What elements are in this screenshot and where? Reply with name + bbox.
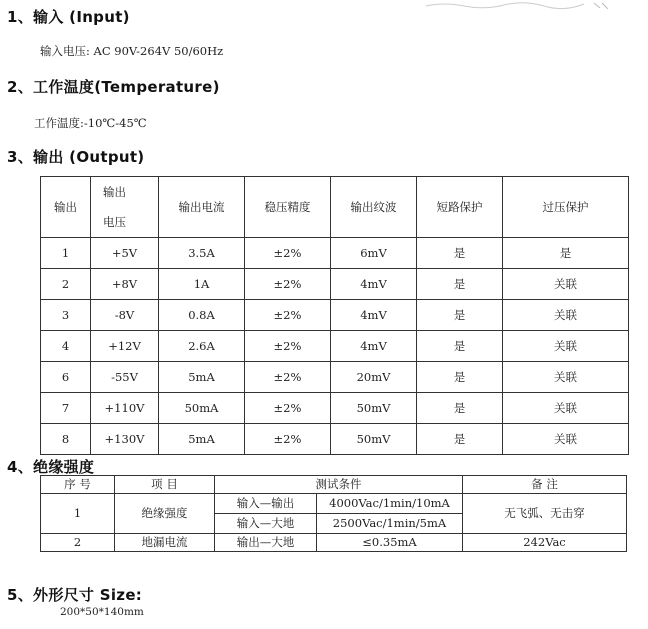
cell-output-no: 8 (41, 424, 91, 455)
cell-regulation: ±2% (245, 362, 331, 393)
cell-short-protect: 是 (417, 393, 503, 424)
section-heading-input: 1、输入 (Input) (7, 8, 130, 26)
col-header-ripple: 输出纹波 (331, 177, 417, 238)
cell-ripple: 4mV (331, 269, 417, 300)
cell-output-no: 7 (41, 393, 91, 424)
table-row (41, 424, 629, 455)
cell-remark: 无飞弧、无击穿 (463, 494, 627, 534)
size-line: 200*50*140mm (60, 606, 144, 618)
cell-current: 3.5A (159, 238, 245, 269)
col-header-output: 输出 (41, 177, 91, 238)
table-row (41, 300, 629, 331)
input-voltage-line: 输入电压: AC 90V-264V 50/60Hz (40, 44, 224, 58)
cell-short-protect: 是 (417, 238, 503, 269)
cell-overvoltage-protect: 关联 (503, 269, 629, 300)
col-header-test-conditions: 测试条件 (215, 476, 463, 494)
table-header-row (41, 177, 629, 238)
cell-ripple: 4mV (331, 300, 417, 331)
col-header-remarks: 备 注 (463, 476, 627, 494)
cell-regulation: ±2% (245, 331, 331, 362)
col-header-item: 项 目 (115, 476, 215, 494)
cell-short-protect: 是 (417, 331, 503, 362)
cell-regulation: ±2% (245, 424, 331, 455)
cell-current: 5mA (159, 362, 245, 393)
cell-current: 50mA (159, 393, 245, 424)
col-header-output-current: 输出电流 (159, 177, 245, 238)
col-header-short-protect: 短路保护 (417, 177, 503, 238)
cell-ripple: 20mV (331, 362, 417, 393)
cell-seq: 1 (41, 494, 115, 534)
cell-condition-value: ≤0.35mA (317, 534, 463, 552)
cell-voltage: +130V (91, 424, 159, 455)
cell-output-no: 6 (41, 362, 91, 393)
section-heading-insulation: 4、绝缘强度 (7, 458, 95, 476)
cell-seq: 2 (41, 534, 115, 552)
cell-overvoltage-protect: 关联 (503, 393, 629, 424)
cell-voltage: +12V (91, 331, 159, 362)
cell-ripple: 6mV (331, 238, 417, 269)
col-header-voltage-line1: 输出 (103, 185, 126, 199)
cell-short-protect: 是 (417, 300, 503, 331)
cell-overvoltage-protect: 是 (503, 238, 629, 269)
cell-condition-label: 输入—大地 (215, 514, 317, 534)
col-header-overvoltage-protect: 过压保护 (503, 177, 629, 238)
table-row (41, 238, 629, 269)
cell-ripple: 50mV (331, 393, 417, 424)
cell-regulation: ±2% (245, 269, 331, 300)
table-row (41, 393, 629, 424)
cell-overvoltage-protect: 关联 (503, 300, 629, 331)
cell-regulation: ±2% (245, 300, 331, 331)
cell-voltage: +110V (91, 393, 159, 424)
cell-output-no: 2 (41, 269, 91, 300)
cell-condition-label: 输出—大地 (215, 534, 317, 552)
cell-current: 5mA (159, 424, 245, 455)
cell-ripple: 50mV (331, 424, 417, 455)
cell-overvoltage-protect: 关联 (503, 331, 629, 362)
temperature-line: 工作温度:-10℃-45℃ (34, 116, 147, 130)
table-row (41, 331, 629, 362)
cell-voltage: -55V (91, 362, 159, 393)
cell-output-no: 4 (41, 331, 91, 362)
cell-condition-value: 4000Vac/1min/10mA (317, 494, 463, 514)
output-table (40, 176, 629, 455)
section-heading-size: 5、外形尺寸 Size: (7, 586, 143, 604)
cell-current: 2.6A (159, 331, 245, 362)
col-header-voltage-line2: 电压 (103, 215, 126, 229)
table-header-row (41, 476, 627, 494)
cell-item: 地漏电流 (115, 534, 215, 552)
section-heading-temperature: 2、工作温度(Temperature) (7, 78, 220, 96)
cell-short-protect: 是 (417, 269, 503, 300)
cell-current: 0.8A (159, 300, 245, 331)
table-row (41, 362, 629, 393)
col-header-seq: 序 号 (41, 476, 115, 494)
cell-current: 1A (159, 269, 245, 300)
cell-condition-label: 输入—输出 (215, 494, 317, 514)
cell-output-no: 3 (41, 300, 91, 331)
cell-output-no: 1 (41, 238, 91, 269)
section-heading-output: 3、输出 (Output) (7, 148, 145, 166)
cell-voltage: +5V (91, 238, 159, 269)
cell-ripple: 4mV (331, 331, 417, 362)
cell-item: 绝缘强度 (115, 494, 215, 534)
cell-remark: 242Vac (463, 534, 627, 552)
cell-overvoltage-protect: 关联 (503, 362, 629, 393)
col-header-output-voltage (91, 177, 159, 238)
col-header-regulation: 稳压精度 (245, 177, 331, 238)
scan-artifact-marks (424, 0, 614, 12)
table-row (41, 494, 627, 514)
insulation-table (40, 475, 627, 552)
table-row (41, 534, 627, 552)
cell-short-protect: 是 (417, 362, 503, 393)
table-row (41, 269, 629, 300)
cell-voltage: +8V (91, 269, 159, 300)
cell-condition-value: 2500Vac/1min/5mA (317, 514, 463, 534)
cell-voltage: -8V (91, 300, 159, 331)
cell-short-protect: 是 (417, 424, 503, 455)
cell-regulation: ±2% (245, 238, 331, 269)
cell-regulation: ±2% (245, 393, 331, 424)
cell-overvoltage-protect: 关联 (503, 424, 629, 455)
